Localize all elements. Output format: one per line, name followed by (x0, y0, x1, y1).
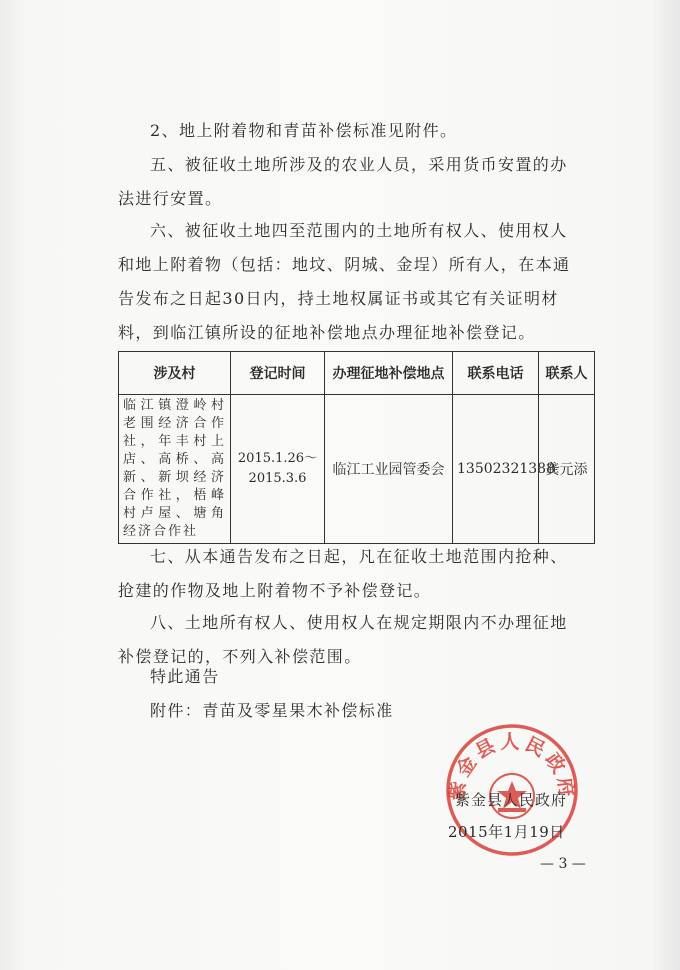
registration-table (118, 351, 595, 544)
cell-phone: 13502321388 (453, 395, 539, 544)
cell-place: 临江工业园管委会 (325, 395, 453, 544)
cell-time: 2015.1.26～2015.3.6 (231, 395, 325, 544)
header-place: 办理征地补偿地点 (325, 352, 453, 395)
cell-contact: 龚元添 (539, 395, 595, 544)
signature-org: 紫金县人民政府 (455, 791, 568, 809)
header-phone: 联系电话 (453, 352, 539, 395)
table-header-row (119, 352, 595, 395)
paragraph-5: 五、被征收土地所涉及的农业人员，采用货币安置的办法进行安置。 (118, 155, 568, 208)
attachment-line: 附件：青苗及零星果木补偿标准 (150, 701, 394, 720)
cell-village: 临江镇澄岭村老围经济合作社，年丰村上店、高桥、高新、新坝经济合作社，梧峰村卢屋、塘角经济合作社 (119, 395, 231, 544)
header-time: 登记时间 (231, 352, 325, 395)
paragraph-2: 2、地上附着物和青苗补偿标准见附件。 (150, 121, 458, 140)
paragraph-8: 八、土地所有权人、使用权人在规定期限内不办理征地补偿登记的，不列入补偿范围。 (118, 613, 568, 666)
paragraph-6: 六、被征收土地四至范围内的土地所有权人、使用权人和地上附着物（包括：地坟、阴城、金埕）所有人，在本通告发布之日起30日内，持土地权属证书或其它有关证明材料，到临江镇所设的征地补偿地点办理征地补偿登记。 (118, 221, 571, 342)
paragraph-7: 七、从本通告发布之日起，凡在征收土地范围内抢种、抢建的作物及地上附着物不予补偿登记。 (118, 547, 568, 600)
table-row (119, 395, 595, 544)
header-village: 涉及村 (119, 352, 231, 395)
svg-text:紫金县人民政府: 紫金县人民政府 (446, 731, 578, 802)
page-number: — 3 — (540, 856, 586, 872)
signature-date: 2015年1月19日 (448, 823, 565, 841)
header-contact: 联系人 (539, 352, 595, 395)
closing-notice: 特此通告 (150, 667, 220, 686)
